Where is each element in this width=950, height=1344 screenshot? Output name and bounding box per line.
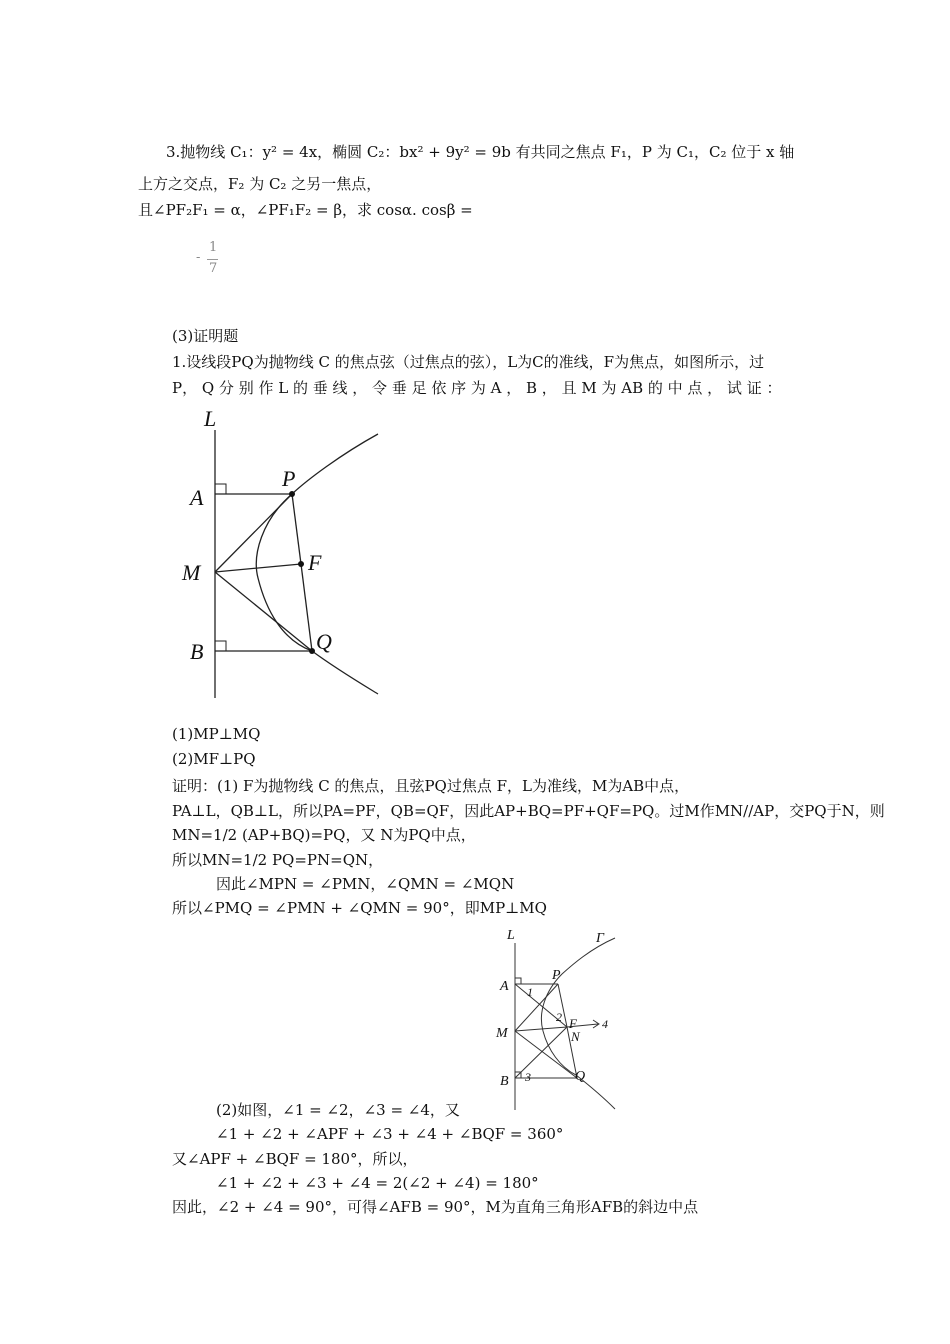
solution-line3: MN=1/2 (AP+BQ)=PQ，又 N为PQ中点， — [172, 826, 476, 844]
solution-line5: 因此∠MPN = ∠PMN，∠QMN = ∠MQN — [216, 875, 515, 893]
right-angle-B — [215, 641, 226, 651]
segment-MP — [215, 494, 292, 572]
label-L-2: L — [507, 928, 515, 943]
fraction-bar — [207, 259, 218, 260]
proof1-line2: P， Q 分 别 作 L 的 垂 线 ， 令 垂 足 依 序 为 A ， B ， 且 M 为 AB 的 中 点 ， 试 证 ： — [172, 379, 782, 397]
solution-line9: 又∠APF + ∠BQF = 180°，所以， — [172, 1150, 418, 1168]
claim-1: (1)MP⊥MQ — [172, 725, 261, 743]
problem3-line2: 上方之交点，F₂ 为 C₂ 之另一焦点， — [138, 175, 382, 193]
label-Q-2: Q — [575, 1069, 586, 1084]
label-A-2: A — [500, 979, 509, 994]
segment-FQ — [301, 564, 312, 651]
solution-line4: 所以MN=1/2 PQ=PN=QN， — [172, 851, 384, 869]
problem3-line1: 3.抛物线 C₁：y² = 4x，椭圆 C₂：bx² + 9y² = 9b 有共同之焦点 F₁，P 为 C₁，C₂ 位于 x 轴 — [166, 143, 795, 161]
segment-MP-2 — [515, 984, 558, 1031]
label-angle-3: 3 — [525, 1070, 531, 1084]
solution-line2: PA⊥L，QB⊥L，所以PA=PF，QB=QF，因此AP+BQ=PF+QF=PQ。过M作MN//AP，交PQ于N，则 — [172, 802, 885, 820]
claim-2: (2)MF⊥PQ — [172, 750, 256, 768]
label-F: F — [308, 550, 322, 575]
figure2-diagram — [490, 925, 630, 1115]
segment-MF-2 — [515, 1027, 567, 1031]
label-A: A — [190, 485, 204, 510]
label-P-2: P — [552, 968, 561, 983]
point-F — [298, 561, 304, 567]
solution-line11: 因此，∠2 + ∠4 = 90°，可得∠AFB = 90°，M为直角三角形AFB的斜边中点 — [172, 1198, 699, 1216]
label-B: B — [190, 639, 204, 664]
right-angle-A — [215, 484, 226, 494]
problem3-line3: 且∠PF₂F₁ = α，∠PF₁F₂ = β，求 cosα. cosβ = — [138, 201, 473, 219]
solution-line10: ∠1 + ∠2 + ∠3 + ∠4 = 2(∠2 + ∠4) = 180° — [216, 1174, 539, 1192]
point-Q — [309, 648, 315, 654]
label-angle-2: 2 — [556, 1010, 562, 1024]
segment-MF — [215, 564, 301, 572]
answer-denominator: 7 — [209, 261, 218, 276]
right-angle-A-2 — [515, 978, 521, 984]
label-M: M — [182, 560, 201, 585]
label-L: L — [204, 406, 217, 431]
answer-fraction — [196, 240, 226, 280]
section-title: (3)证明题 — [172, 327, 239, 345]
segment-BF-2 — [515, 1027, 567, 1078]
figure1-diagram — [170, 400, 400, 710]
segment-MQ — [215, 572, 312, 651]
proof1-line1: 1.设线段PQ为抛物线 C 的焦点弦（过焦点的弦），L为C的准线，F为焦点，如图所示，过 — [172, 353, 765, 371]
solution-line8: ∠1 + ∠2 + ∠APF + ∠3 + ∠4 + ∠BQF = 360° — [216, 1125, 564, 1143]
solution-line6: 所以∠PMQ = ∠PMN + ∠QMN = 90°，即MP⊥MQ — [172, 899, 547, 917]
answer-sign: - — [196, 250, 201, 265]
label-N: N — [571, 1029, 580, 1044]
label-angle-4: 4 — [602, 1017, 608, 1031]
segment-PF — [292, 494, 301, 564]
label-Q: Q — [316, 629, 332, 654]
label-angle-1: 1 — [527, 985, 533, 999]
label-B-2: B — [500, 1074, 509, 1089]
point-P — [289, 491, 295, 497]
label-P: P — [282, 466, 296, 491]
answer-numerator: 1 — [209, 240, 218, 255]
label-F-2: F — [569, 1016, 577, 1031]
label-M-2: M — [496, 1026, 508, 1041]
solution-line7: (2)如图，∠1 = ∠2，∠3 = ∠4，又 — [216, 1101, 460, 1119]
solution-line1: 证明：(1) F为抛物线 C 的焦点，且弦PQ过焦点 F，L为准线，M为AB中点， — [172, 777, 690, 795]
label-gamma: Γ — [596, 931, 604, 946]
